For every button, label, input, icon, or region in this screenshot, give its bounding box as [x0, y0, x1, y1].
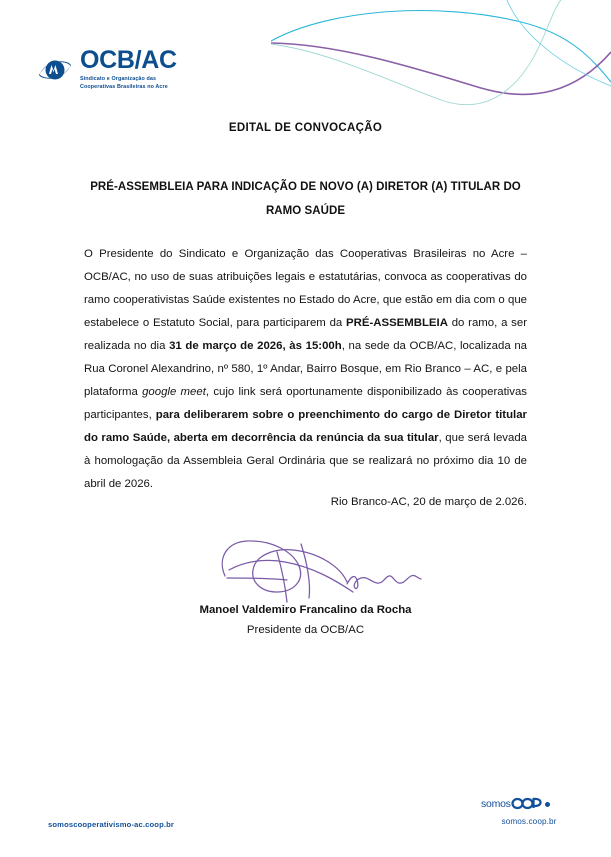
place-and-date: Rio Branco-AC, 20 de março de 2.026. — [330, 496, 527, 508]
brand-header — [38, 48, 177, 92]
document-body: O Presidente do Sindicato e Organização das Cooperativas Brasileiras no Acre – OCB/AC, no uso de suas atribuições legais e estatutárias, convoca as cooperativas do ramo cooperativistas Saúde existentes no Estado do Acre, que estão em dia com o que estabelece o Estatuto Social, para participarem da PRÉ-ASSEMBLEIA do ramo, a ser realizada no dia 31 de março de 2026, às 15:00h, na sede da OCB/AC, localizada na Rua Coronel Alexandrino, nº 580, 1º Andar, Bairro Bosque, em Rio Branco – AC, e pela plataforma google meet, cujo link será oportunamente disponibilizado às cooperativas participantes, para deliberarem sobre o preenchimento do cargo de Diretor titular do ramo Saúde, aberta em decorrência da renúncia da sua titular, que será levada à homologação da Assembleia Geral Ordinária que se realizará no próximo dia 10 de abril de 2026. — [84, 248, 528, 491]
signer-role: Presidente da OCB/AC — [246, 624, 365, 636]
footer-website-left: somoscooperativismo-ac.coop.br — [48, 820, 175, 829]
signer-name: Manoel Valdemiro Francalino da Rocha — [199, 604, 412, 616]
handwritten-signature — [181, 536, 431, 608]
brand-tagline-line1: Sindicato e Organização das — [80, 76, 157, 82]
footer-brand-block — [469, 796, 589, 826]
signature-block — [0, 536, 611, 636]
svg-text:somos: somos — [481, 798, 511, 810]
brand-wordmark: OCB/AC — [80, 46, 177, 74]
somos-coop-logo-icon — [481, 796, 577, 811]
footer-website-right: somos.coop.br — [501, 817, 557, 826]
brand-tagline-line2: Cooperativas Brasileiras no Acre — [80, 83, 168, 90]
brand-tagline — [80, 76, 177, 92]
ocb-globe-icon — [38, 56, 72, 84]
document-title: EDITAL DE CONVOCAÇÃO — [228, 122, 383, 134]
decorative-swoosh-graphic — [271, 0, 611, 120]
document-subtitle: PRÉ-ASSEMBLEIA PARA INDICAÇÃO DE NOVO (A) DIRETOR (A) TITULAR DO RAMO SAÚDE — [90, 181, 521, 217]
